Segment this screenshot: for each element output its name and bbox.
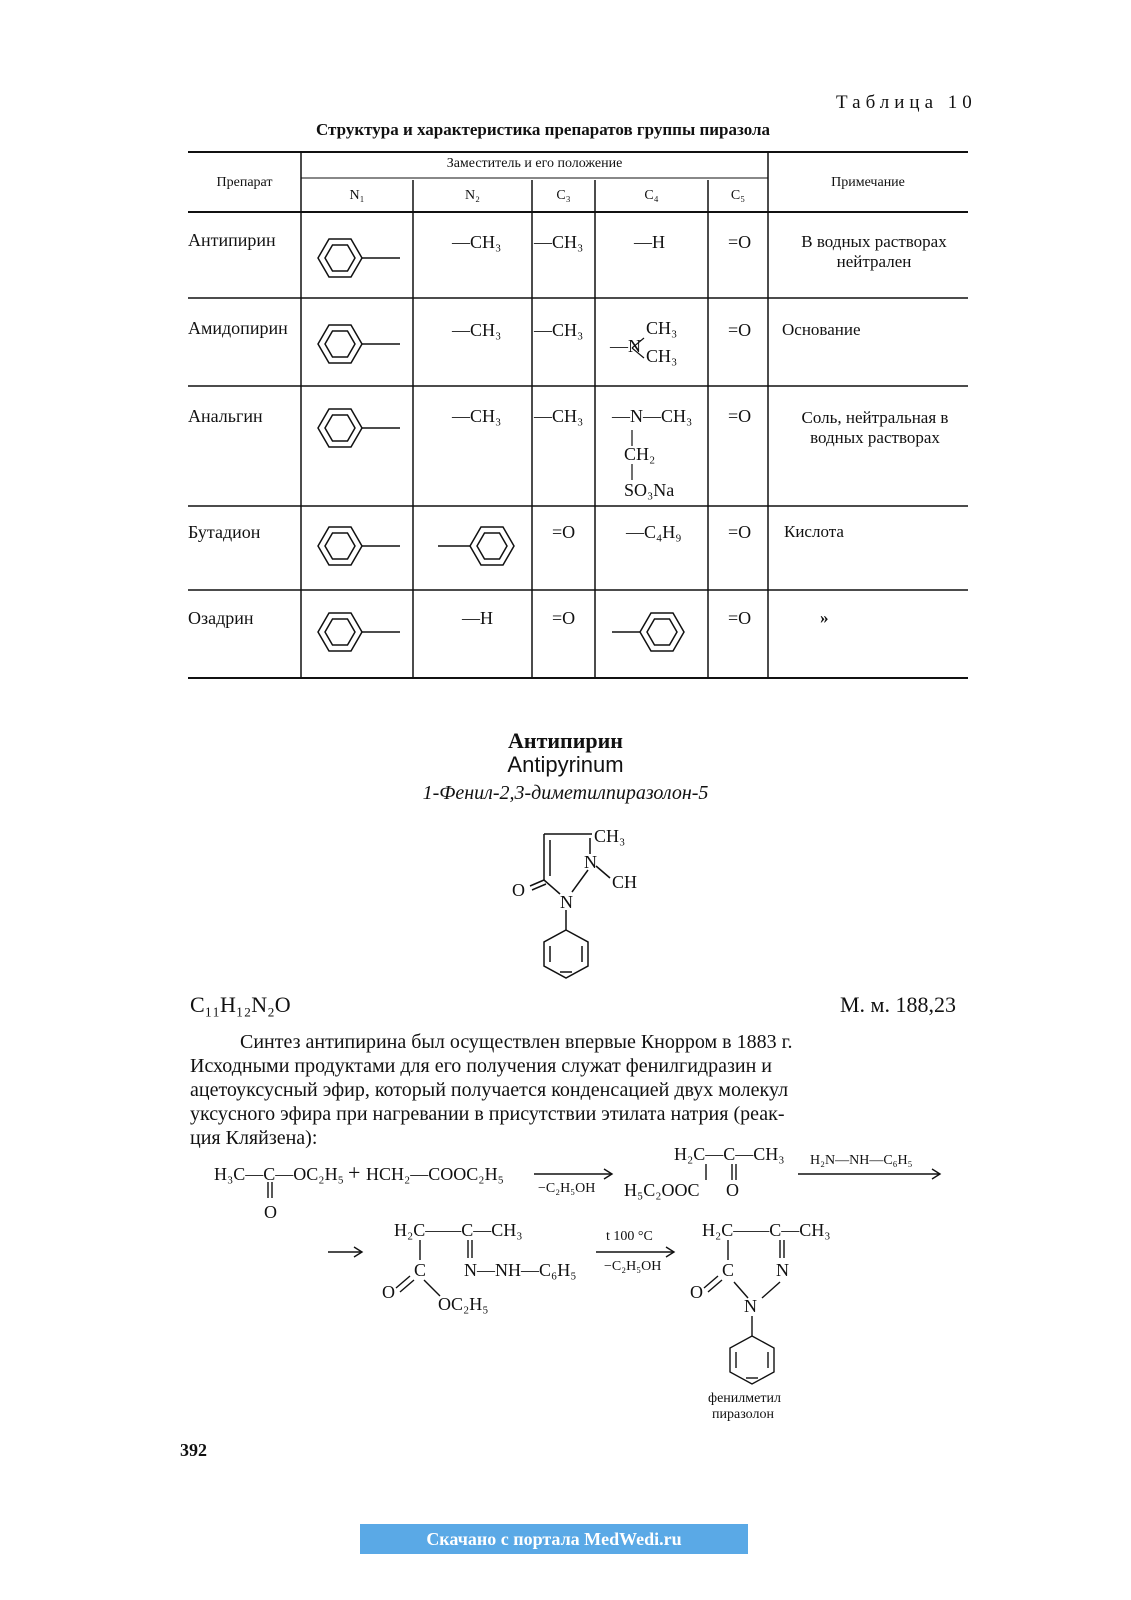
arrow3-below: −C₂H₅OH (604, 1259, 662, 1274)
synthesis-paragraph (190, 1030, 970, 1150)
header-drug: Препарат (216, 175, 273, 190)
structure-n: N (584, 852, 597, 872)
antipyrine-structure (500, 820, 680, 990)
reactant-ethyl-acetate-2: HCH₂—COOC₂H₅ (366, 1164, 504, 1184)
cell-n2: —CH₃ (452, 406, 502, 426)
cell-note: Кислота (784, 522, 844, 541)
intermediate-c: C (414, 1260, 427, 1280)
row-name: Антипирин (188, 230, 276, 250)
product-c: C (722, 1260, 735, 1280)
reactant-carbonyl-o: O (264, 1202, 277, 1222)
cell-note: » (820, 608, 829, 627)
structure-o: O (512, 880, 525, 900)
cell-c5: =O (728, 232, 752, 252)
cell-c5: =O (728, 608, 752, 628)
paragraph-line: уксусного эфира при нагревании в присутствии этилата натрия (реак- (190, 1103, 785, 1125)
intermediate-o: O (382, 1282, 395, 1302)
product-o: O (690, 1282, 703, 1302)
table-label: Таблица 10 (836, 92, 977, 113)
table-grid (0, 0, 1131, 700)
row-name: Озадрин (188, 608, 254, 628)
cell-c4-mid: CH₂ (624, 444, 656, 464)
structure-ch3: CH₃ (594, 826, 626, 846)
header-n1: N₁ (349, 188, 365, 203)
cell-n2: —CH₃ (452, 232, 502, 252)
structure-ch: CH (612, 872, 638, 892)
acetoacetate-o: O (726, 1180, 739, 1200)
cell-c3: =O (552, 522, 576, 542)
structure-n1: N (560, 892, 573, 912)
intermediate-top: H₂C——C—CH₃ (394, 1220, 523, 1240)
cell-note: Соль, нейтральная в водных растворах (801, 408, 949, 447)
cell-c3: —CH₃ (534, 406, 584, 426)
reaction-plus: + (348, 1160, 361, 1185)
page-number: 392 (180, 1440, 207, 1460)
section-title: Антипирин (508, 728, 623, 753)
acetoacetate-bottom: H₅C₂OOC (624, 1180, 700, 1200)
table-caption: Структура и характеристика препаратов группы пиразола (316, 120, 771, 139)
acetoacetate-top: H₂C—C—CH₃ (674, 1144, 785, 1164)
intermediate-oet: OC₂H₅ (438, 1294, 489, 1314)
section-latin-name: Antipyrinum (507, 752, 624, 777)
paragraph-line: ацетоуксусный эфир, который получается конденсацией двух молекул (190, 1079, 789, 1101)
paragraph-line: Исходными продуктами для его получения служат фенилгидразин и (190, 1055, 772, 1077)
molecular-mass: М. м. 188,23 (840, 992, 956, 1017)
arrow2-above: H₂N—NH—C₆H₅ (810, 1153, 913, 1168)
cell-note: Основание (782, 320, 861, 339)
cell-c4: —C₄H₉ (626, 522, 682, 542)
cell-c4-b: CH₃ (646, 346, 678, 366)
cell-n2: —H (462, 608, 493, 628)
cell-c5: =O (728, 406, 752, 426)
row-name: Амидопирин (188, 318, 288, 338)
cell-c4-top: —N—CH₃ (612, 406, 693, 426)
paragraph-line: Синтез антипирина был осуществлен впервые Кнорром в 1883 г. (240, 1031, 793, 1053)
cell-c3: —CH₃ (534, 232, 584, 252)
cell-n2: —CH₃ (452, 320, 502, 340)
header-substituent: Заместитель и его положение (446, 156, 623, 171)
cell-c3: =O (552, 608, 576, 628)
paragraph-line: ция Кляйзена): (190, 1127, 318, 1149)
header-c5: C₅ (730, 188, 746, 203)
molecular-formula: C₁₁H₁₂N₂O (190, 992, 291, 1017)
cell-c5: =O (728, 320, 752, 340)
product-top: H₂C——C—CH₃ (702, 1220, 831, 1240)
arrow3-above: t 100 °C (606, 1229, 653, 1244)
product-n1: N (744, 1296, 757, 1316)
reactant-ethyl-acetate: H₃C—C—OC₂H₅ (214, 1164, 344, 1184)
row-name: Бутадион (188, 522, 261, 542)
intermediate-hydrazone: N—NH—C₆H₅ (464, 1260, 577, 1280)
download-footer-banner[interactable]: Скачано с портала MedWedi.ru (360, 1524, 748, 1554)
section-chemical-name: 1-Фенил-2,3-диметилпиразолон-5 (422, 782, 709, 804)
header-n2: N₂ (465, 188, 480, 203)
cell-c4: —H (634, 232, 665, 252)
cell-c4-a: CH₃ (646, 318, 678, 338)
header-c3: C₃ (556, 188, 571, 203)
cell-note: В водных растворах нейтрален (801, 232, 947, 271)
product-n: N (776, 1260, 789, 1280)
product-label-2: пиразолон (712, 1407, 774, 1422)
cell-c3: —CH₃ (534, 320, 584, 340)
cell-c4-bot: SO₃Na (624, 480, 675, 500)
header-note: Примечание (831, 175, 905, 190)
product-label-1: фенилметил (708, 1391, 781, 1406)
row-name: Анальгин (188, 406, 263, 426)
arrow1-below: −C₂H₅OH (538, 1181, 596, 1196)
header-c4: C₄ (644, 188, 659, 203)
cell-c4-n: —N (610, 336, 641, 356)
reaction-scheme (0, 1140, 1131, 1440)
cell-c5: =O (728, 522, 752, 542)
